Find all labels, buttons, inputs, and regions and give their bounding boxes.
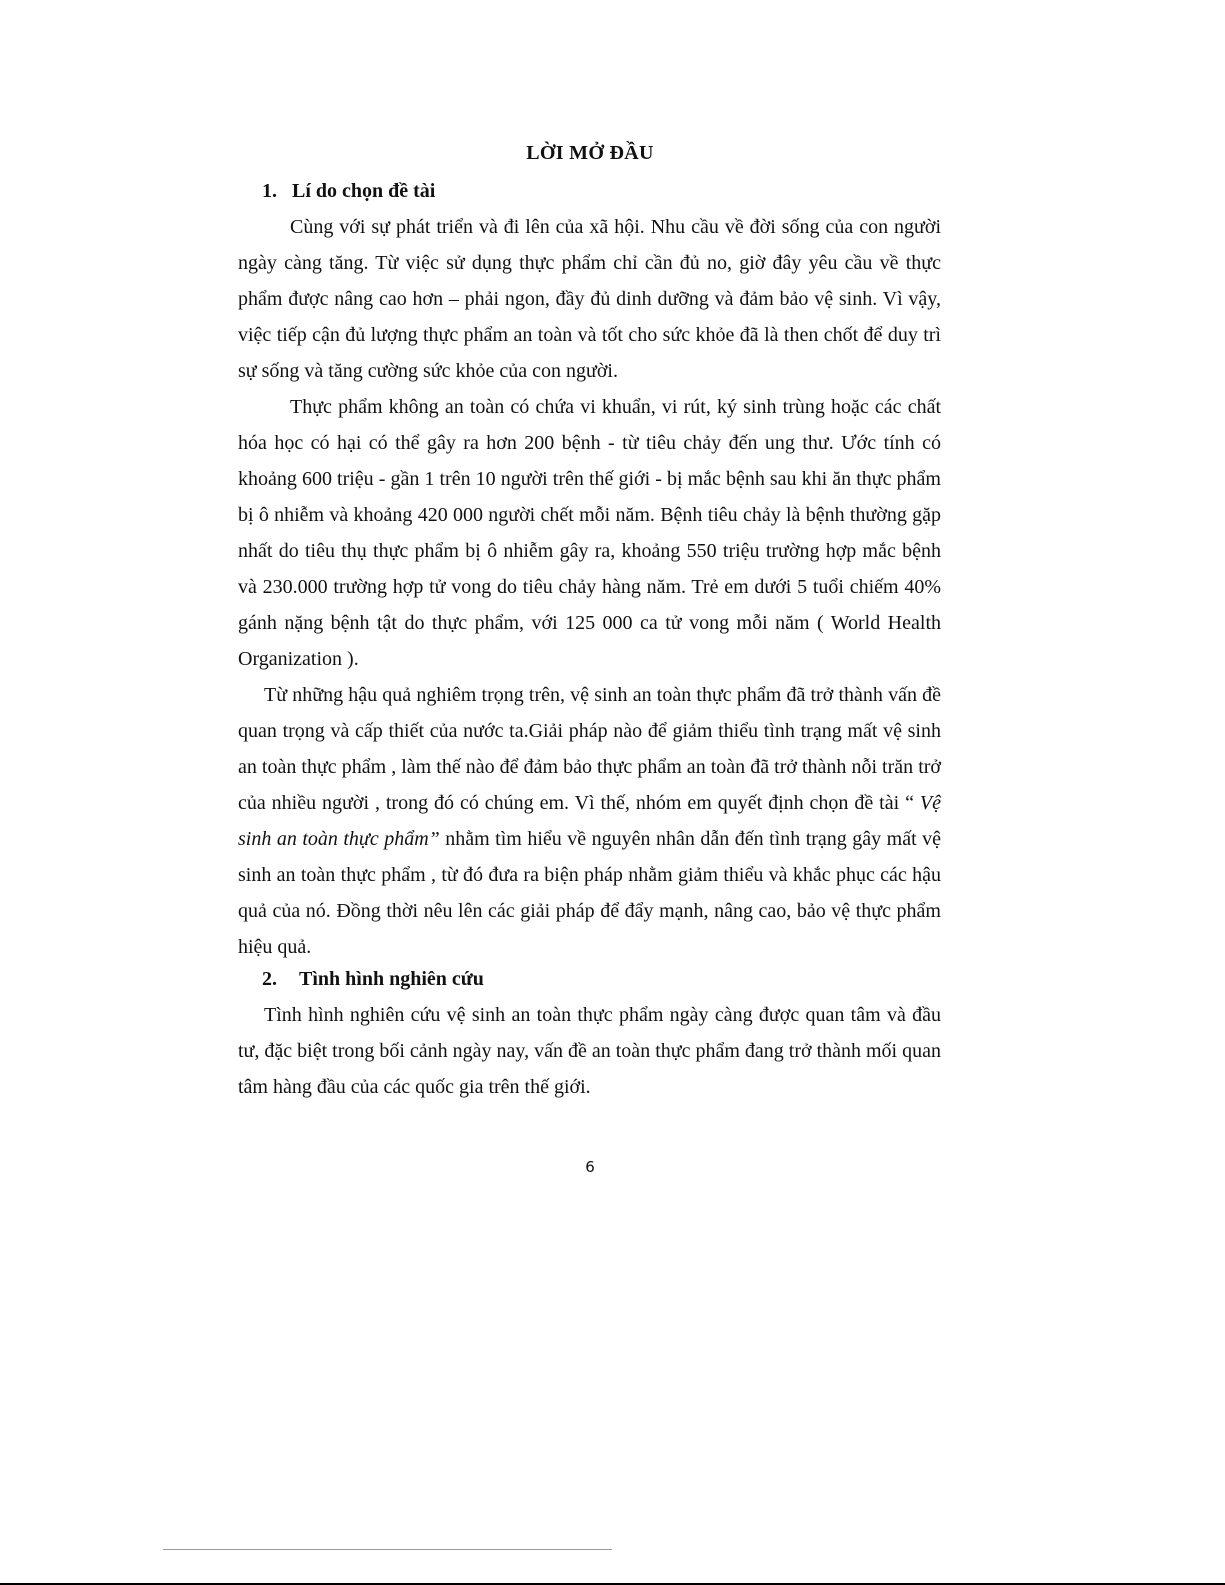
section-1-paragraph-3	[238, 677, 941, 965]
page-title: LỜI MỞ ĐẦU	[526, 142, 654, 164]
section-1-title: Lí do chọn đề tài	[292, 180, 436, 202]
section-1-paragraph-2: Thực phẩm không an toàn có chứa vi khuẩn, vi rút, ký sinh trùng hoặc các chất hóa học có hại có thể gây ra hơn 200 bệnh - từ tiêu chảy đến ung thư. Ước tính có khoảng 600 triệu - gần 1 trên 10 người trên thế giới - bị mắc bệnh sau khi ăn thực phẩm bị ô nhiễm và khoảng 420 000 người chết mỗi năm. Bệnh tiêu chảy là bệnh thường gặp nhất do tiêu thụ thực phẩm bị ô nhiễm gây ra, khoảng 550 triệu trường hợp mắc bệnh và 230.000 trường hợp tử vong do tiêu chảy hàng năm. Trẻ em dưới 5 tuổi chiếm 40% gánh nặng bệnh tật do thực phẩm, với 125 000 ca tử vong mỗi năm ( World Health Organization ).	[238, 396, 941, 670]
section-2-heading	[262, 968, 484, 991]
paragraph-3-text-end: nhằm tìm hiểu về nguyên nhân dẫn đến tình trạng gây mất vệ sinh an toàn thực phẩm , từ đó đưa ra biện pháp nhằm giảm thiểu và khắc phục các hậu quả của nó. Đồng thời nêu lên các giải pháp để đẩy mạnh, nâng cao, bảo vệ thực phẩm hiệu quả.	[238, 828, 941, 958]
section-2-paragraph-1: Tình hình nghiên cứu vệ sinh an toàn thực phẩm ngày càng được quan tâm và đầu tư, đặc biệt trong bối cảnh ngày nay, vấn đề an toàn thực phẩm đang trở thành mối quan tâm hàng đầu của các quốc gia trên thế giới.	[238, 1004, 941, 1098]
section-1-paragraph-1: Cùng với sự phát triển và đi lên của xã hội. Nhu cầu về đời sống của con người ngày càng tăng. Từ việc sử dụng thực phẩm chỉ cần đủ no, giờ đây yêu cầu về thực phẩm được nâng cao hơn – phải ngon, đầy đủ dinh dưỡng và đảm bảo vệ sinh. Vì vậy, việc tiếp cận đủ lượng thực phẩm an toàn và tốt cho sức khỏe đã là then chốt để duy trì sự sống và tăng cường sức khỏe của con người.	[238, 216, 941, 382]
topic-title-italic: Vệ sinh an toàn thực phẩm”	[238, 792, 941, 850]
paragraph-3-text-start: Từ những hậu quả nghiêm trọng trên, vệ sinh an toàn thực phẩm đã trở thành vấn đề quan trọng và cấp thiết của nước ta.Giải pháp nào để giảm thiểu tình trạng mất vệ sinh an toàn thực phẩm , làm thế nào để đảm bảo thực phẩm an toàn đã trở thành nỗi trăn trở của nhiều người , trong đó có chúng em. Vì thế, nhóm em quyết định chọn đề tài “	[238, 684, 941, 814]
page-number: 6	[585, 1158, 595, 1176]
section-2-number: 2.	[262, 968, 277, 990]
section-1-number: 1.	[262, 180, 277, 202]
section-1-heading	[262, 180, 435, 203]
section-2-title: Tình hình nghiên cứu	[299, 968, 484, 990]
footer-divider	[163, 1549, 612, 1550]
